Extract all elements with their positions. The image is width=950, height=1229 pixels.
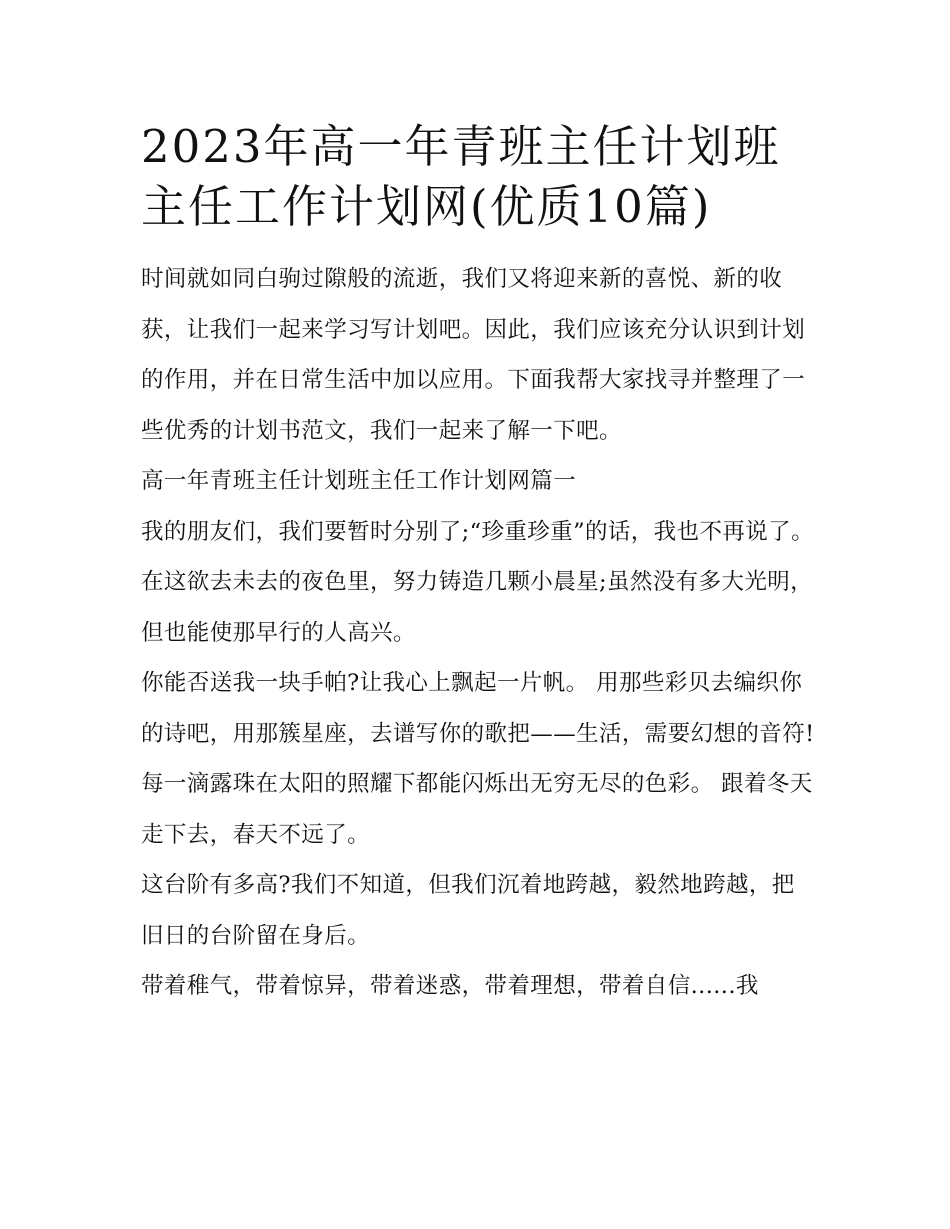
document-page [141, 117, 816, 1012]
body-paragraph: 带着稚气，带着惊异，带着迷惑，带着理想，带着自信......我 [141, 973, 759, 999]
body-paragraph: 你能否送我一块手帕?让我心上飘起一片帆。 用那些彩贝去编织你的诗吧，用那簇星座，去谱写你的歌把——生活，需要幻想的音符! [141, 670, 815, 747]
body-paragraph: 我的朋友们，我们要暂时分别了;“珍重珍重”的话，我也不再说了。在这欲去未去的夜色里，努力铸造几颗小晨星;虽然没有多大光明，但也能使那早行的人高兴。 [141, 518, 814, 646]
intro-paragraph: 时间就如同白驹过隙般的流逝，我们又将迎来新的喜悦、新的收获，让我们一起来学习写计划吧。因此，我们应该充分认识到计划的作用，并在日常生活中加以应用。下面我帮大家找寻并整理了一些优秀的计划书范文，我们一起来了解一下吧。 [141, 266, 806, 444]
document-title: 2023年高一年青班主任计划班主任工作计划网(优质10篇) [141, 120, 781, 233]
body-paragraph: 每一滴露珠在太阳的照耀下都能闪烁出无穷无尽的色彩。 跟着冬天走下去，春天不远了。 [141, 771, 813, 848]
document-body [141, 254, 816, 1012]
body-paragraph: 这台阶有多高?我们不知道，但我们沉着地跨越，毅然地跨越，把旧日的台阶留在身后。 [141, 872, 795, 949]
section-heading: 高一年青班主任计划班主任工作计划网篇一 [141, 468, 577, 494]
